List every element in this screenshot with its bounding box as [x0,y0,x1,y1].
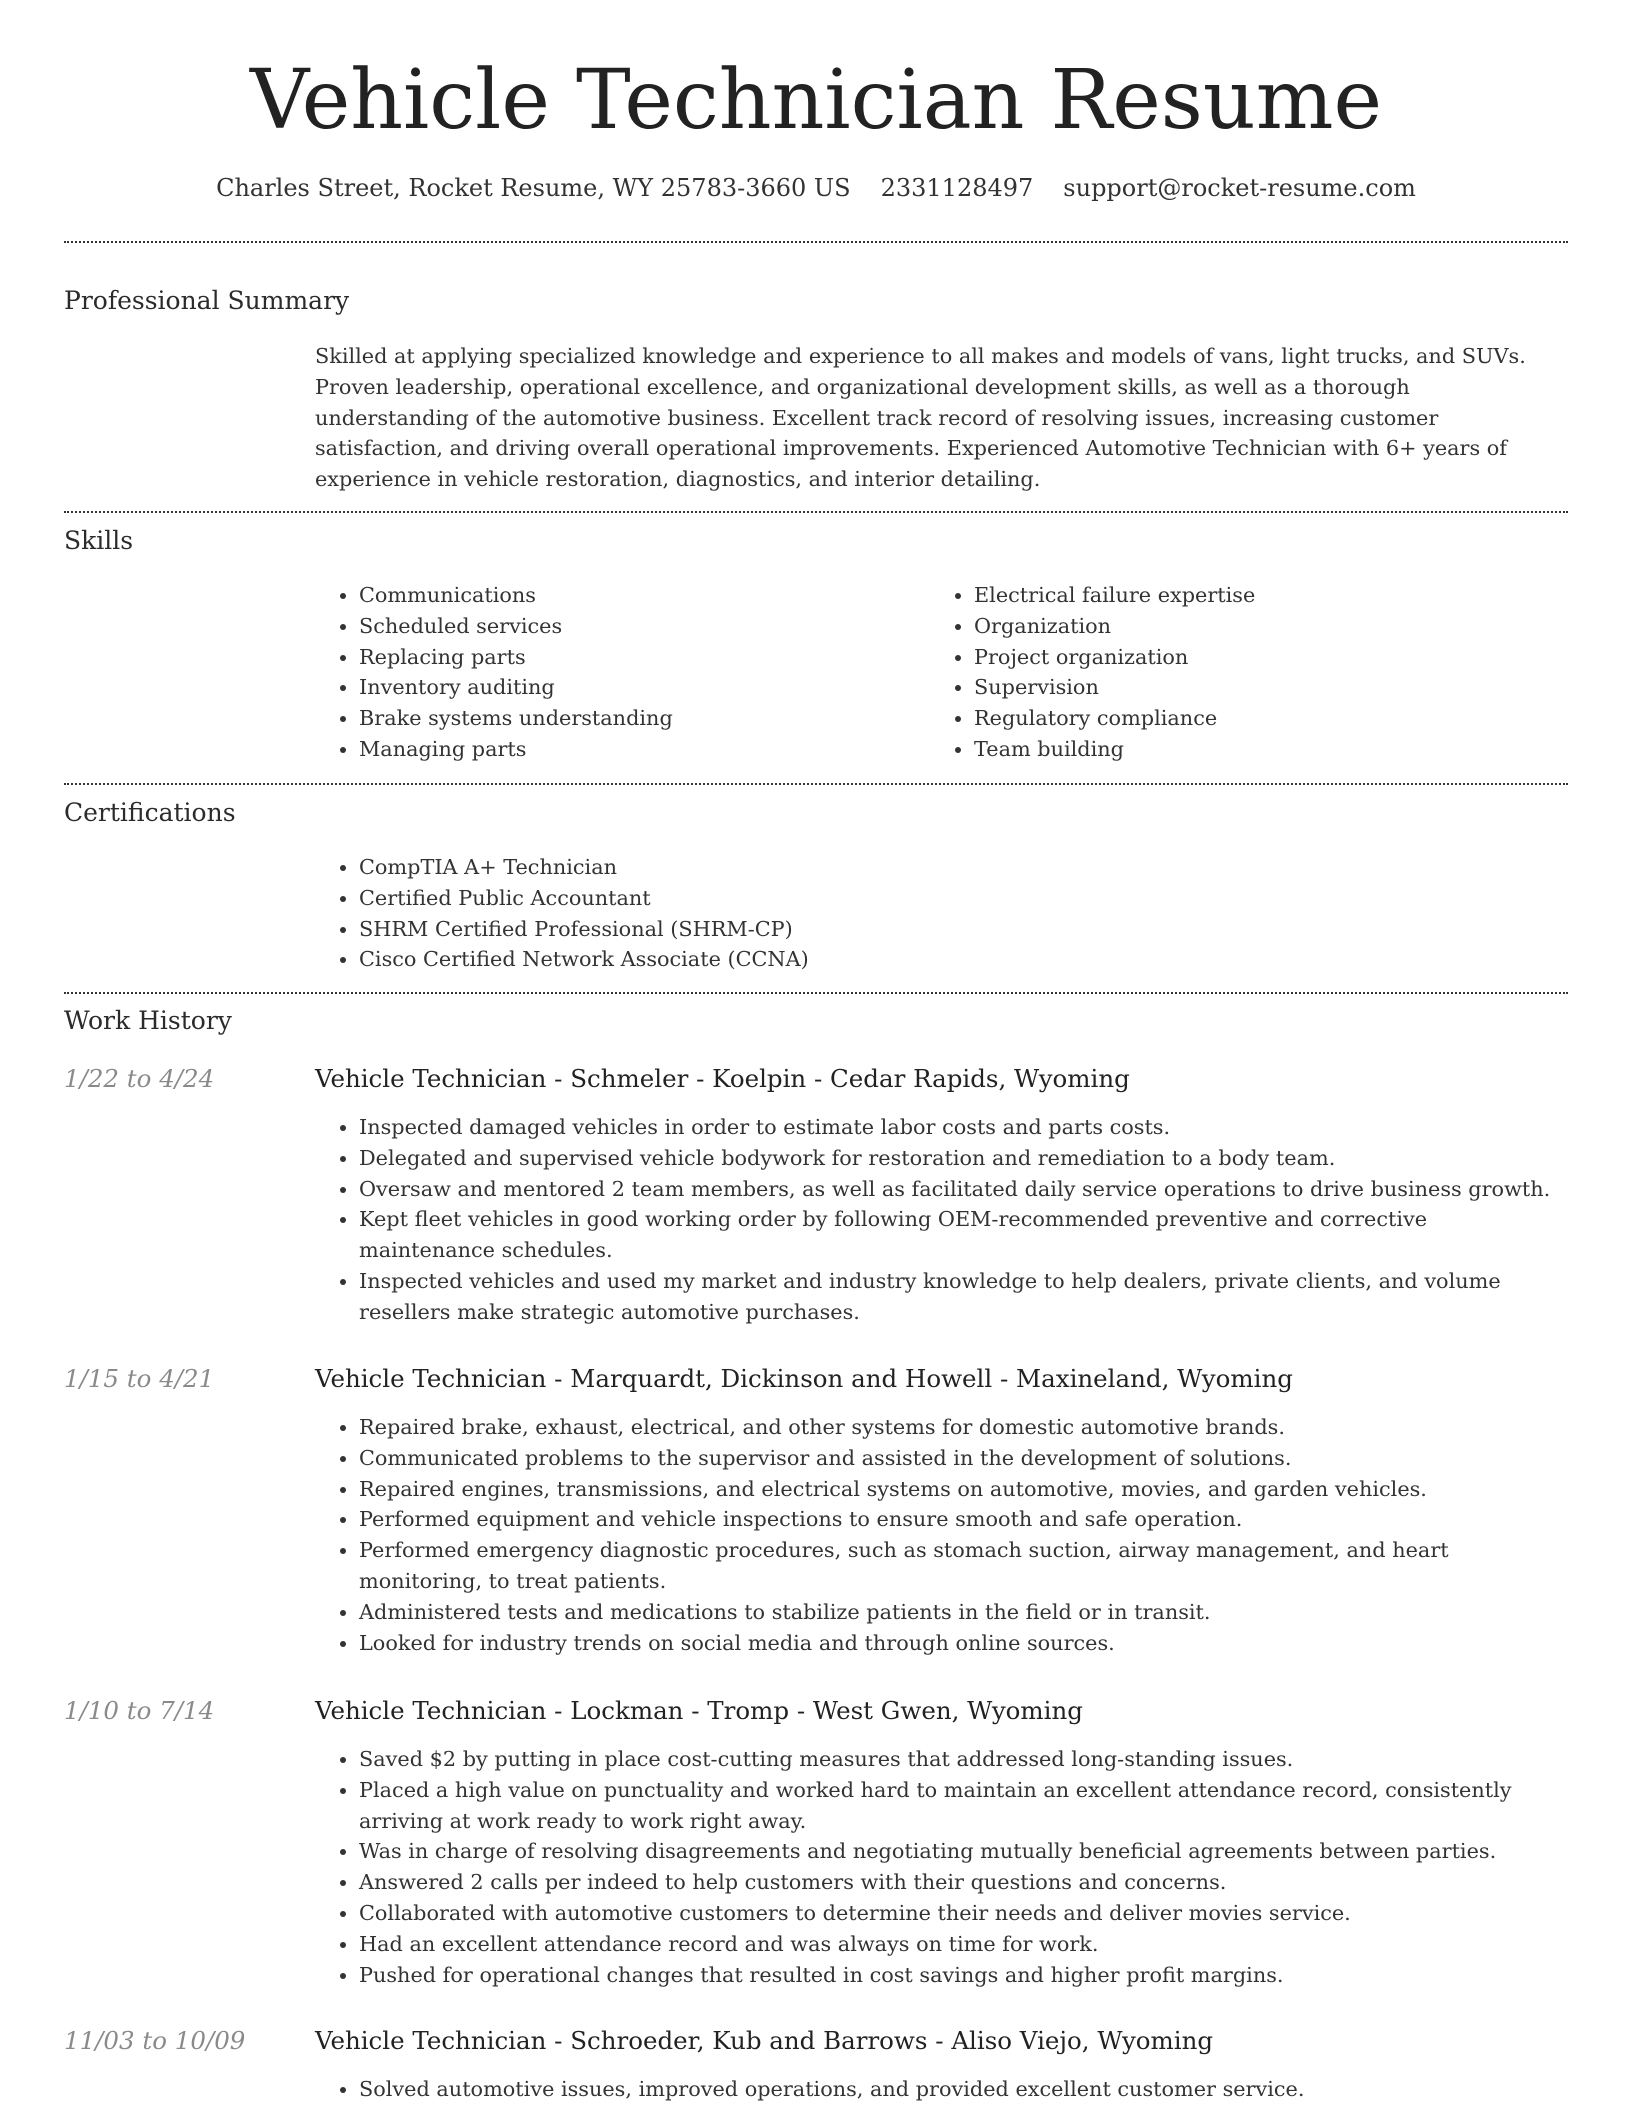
list-item: • Certified Public Accountant [359,883,1559,914]
certifications-list [315,852,1559,975]
contact-line [64,168,1568,208]
list-item: • Project organization [974,642,1574,673]
list-item: • Cisco Certified Network Associate (CCNA) [359,944,1559,975]
contact-address: Charles Street, Rocket Resume, WY 25783-3660 US [216,174,851,202]
contact-email[interactable]: support@rocket-resume.com [1063,174,1416,202]
list-item: • Communicated problems to the supervisor and assisted in the development of solutions. [359,1443,1568,1474]
list-item: • Managing parts [359,734,929,765]
list-item: • Oversaw and mentored 2 team members, as well as facilitated daily service operations to drive business growth. [359,1174,1568,1205]
contact-phone: 2331128497 [880,174,1034,202]
job-bullets [315,1112,1568,1328]
job-dates: 1/15 to 4/21 [64,1364,215,1393]
skills-list-left [315,580,929,765]
job-dates: 1/10 to 7/14 [64,1696,215,1725]
list-item: • Collaborated with automotive customers to determine their needs and deliver movies service. [359,1898,1568,1929]
job-dates: 11/03 to 10/09 [64,2026,246,2055]
list-item: • Was in charge of resolving disagreements and negotiating mutually beneficial agreements between parties. [359,1836,1568,1867]
section-divider [64,992,1568,994]
job-title: Vehicle Technician - Lockman - Tromp - West Gwen, Wyoming [315,1696,1083,1725]
list-item: • Scheduled services [359,611,929,642]
list-item: • Looked for industry trends on social media and through online sources. [359,1628,1568,1659]
list-item: • Repaired brake, exhaust, electrical, and other systems for domestic automotive brands. [359,1412,1568,1443]
job-bullets [315,2074,1568,2105]
job-dates: 1/22 to 4/24 [64,1064,215,1093]
job-title: Vehicle Technician - Schmeler - Koelpin - Cedar Rapids, Wyoming [315,1064,1130,1093]
section-heading-certifications: Certifications [64,798,236,827]
skills-list-right [930,580,1574,765]
job-bullets [315,1412,1568,1658]
list-item: • CompTIA A+ Technician [359,852,1559,883]
list-item: • Inventory auditing [359,672,929,703]
list-item: • Electrical failure expertise [974,580,1574,611]
list-item: • Repaired engines, transmissions, and electrical systems on automotive, movies, and garden vehicles. [359,1474,1568,1505]
list-item: • Regulatory compliance [974,703,1574,734]
resume-title: Vehicle Technician Resume [250,53,1382,148]
list-item: • Kept fleet vehicles in good working order by following OEM-recommended preventive and corrective maintenance schedules. [359,1204,1568,1266]
list-item: • Performed emergency diagnostic procedures, such as stomach suction, airway management, and heart monitoring, to treat patients. [359,1535,1568,1597]
list-item: • Answered 2 calls per indeed to help customers with their questions and concerns. [359,1867,1568,1898]
list-item: • Communications [359,580,929,611]
job-title: Vehicle Technician - Schroeder, Kub and Barrows - Aliso Viejo, Wyoming [315,2026,1214,2055]
section-divider [64,511,1568,513]
list-item: • Inspected damaged vehicles in order to estimate labor costs and parts costs. [359,1112,1568,1143]
section-divider [64,783,1568,785]
list-item: • SHRM Certified Professional (SHRM-CP) [359,914,1559,945]
section-heading-skills: Skills [64,526,134,555]
list-item: • Supervision [974,672,1574,703]
list-item: • Solved automotive issues, improved operations, and provided excellent customer service. [359,2074,1568,2105]
list-item: • Pushed for operational changes that resulted in cost savings and higher profit margins. [359,1960,1568,1991]
section-heading-work-history: Work History [64,1006,232,1035]
list-item: • Brake systems understanding [359,703,929,734]
job-bullets [315,1744,1568,1990]
list-item: • Inspected vehicles and used my market and industry knowledge to help dealers, private clients, and volume resellers make strategic automotive purchases. [359,1266,1568,1328]
section-heading-summary: Professional Summary [64,286,350,315]
list-item: • Had an excellent attendance record and was always on time for work. [359,1929,1568,1960]
list-item: • Team building [974,734,1574,765]
summary-text: Skilled at applying specialized knowledge and experience to all makes and models of vans, light trucks, and SUVs. Proven leadership, operational excellence, and organizational development skills, as well as a thorough understanding of the automotive business. Excellent track record of resolving issues, increasing customer satisfaction, and driving overall operational improvements. Experienced Automotive Technician with 6+ years of experience in vehicle restoration, diagnostics, and interior detailing. [315,344,1526,492]
list-item: • Performed equipment and vehicle inspections to ensure smooth and safe operation. [359,1504,1568,1535]
list-item: • Administered tests and medications to stabilize patients in the field or in transit. [359,1597,1568,1628]
list-item: • Delegated and supervised vehicle bodywork for restoration and remediation to a body team. [359,1143,1568,1174]
list-item: • Replacing parts [359,642,929,673]
list-item: • Saved $2 by putting in place cost-cutting measures that addressed long-standing issues. [359,1744,1568,1775]
section-divider [64,241,1568,243]
list-item: • Organization [974,611,1574,642]
list-item: • Placed a high value on punctuality and worked hard to maintain an excellent attendance record, consistently arriving at work ready to work right away. [359,1775,1568,1837]
job-title: Vehicle Technician - Marquardt, Dickinson and Howell - Maxineland, Wyoming [315,1364,1293,1393]
